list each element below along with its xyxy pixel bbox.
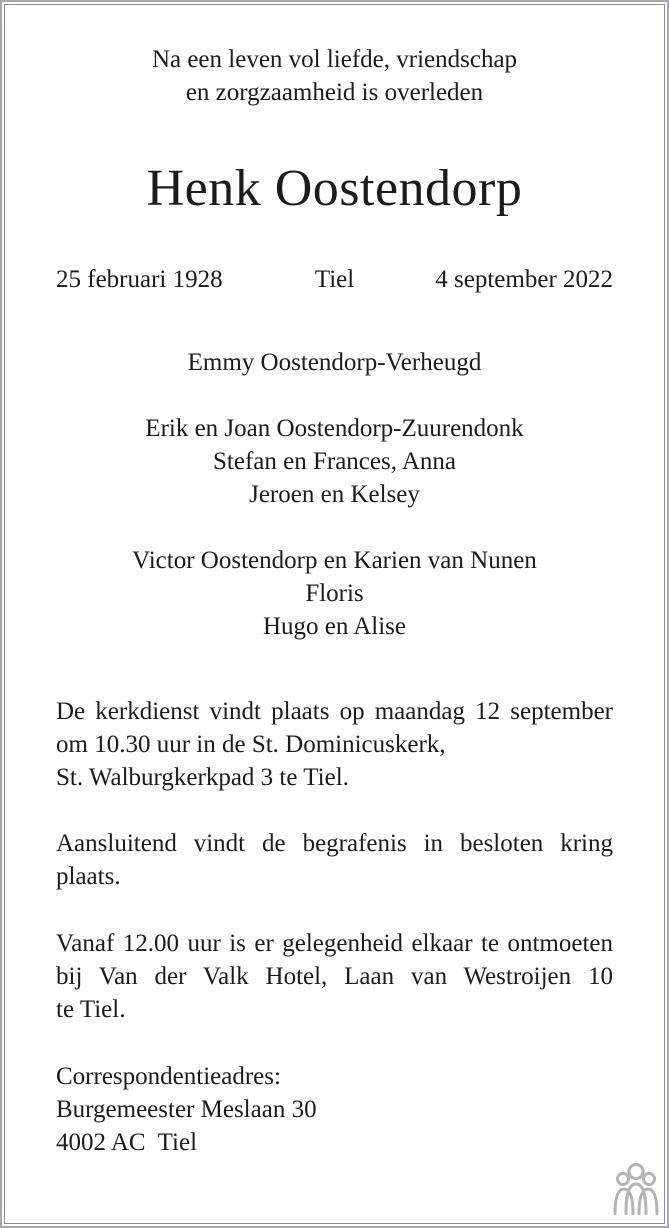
- opening-line-2: en zorgzaamheid is overleden: [185, 79, 484, 106]
- correspondence-postal-city: 4002 AC Tiel: [56, 1129, 198, 1156]
- family-member-line: Jeroen en Kelsey: [249, 481, 420, 508]
- correspondence-address: [56, 1060, 613, 1159]
- people-silhouettes-icon: [612, 1161, 660, 1215]
- obituary-card: [4, 4, 665, 1224]
- service-line: St. Walburgkerkpad 3 te Tiel.: [56, 764, 349, 791]
- reception-line: bij Van der Valk Hotel, Laan van Westroijen 10: [56, 963, 613, 990]
- service-line: De kerkdienst vindt plaats op maandag 12 september: [56, 698, 613, 725]
- service-line: om 10.30 uur in de St. Dominicuskerk,: [56, 731, 446, 758]
- life-dates-row: [56, 263, 613, 296]
- opening-statement: [56, 43, 613, 109]
- deceased-name: Henk Oostendorp: [146, 160, 523, 217]
- correspondence-street: Burgemeester Meslaan 30: [56, 1096, 317, 1123]
- reception-paragraph: [56, 927, 613, 1026]
- opening-line-1: Na een leven vol liefde, vriendschap: [151, 46, 518, 73]
- service-paragraph: [56, 695, 613, 794]
- family-group: [56, 412, 613, 511]
- burial-line: plaats.: [56, 863, 121, 890]
- death-place: Tiel: [314, 266, 355, 293]
- correspondence-label: Correspondentieadres:: [56, 1063, 281, 1090]
- death-date: 4 september 2022: [435, 266, 614, 293]
- reception-line: Vanaf 12.00 uur is er gelegenheid elkaar te ontmoeten: [56, 930, 613, 957]
- family-names: [56, 346, 613, 643]
- family-member-line: Erik en Joan Oostendorp-Zuurendonk: [145, 415, 524, 442]
- family-group: [56, 544, 613, 643]
- family-widow: Emmy Oostendorp-Verheugd: [187, 349, 482, 376]
- burial-paragraph: [56, 827, 613, 893]
- burial-line: Aansluitend vindt de begrafenis in besloten kring: [56, 830, 613, 857]
- family-member-line: Stefan en Frances, Anna: [213, 448, 456, 475]
- birth-date: 25 februari 1928: [56, 266, 223, 293]
- family-member-line: Victor Oostendorp en Karien van Nunen: [132, 547, 537, 574]
- family-member-line: Hugo en Alise: [262, 613, 407, 640]
- family-member-line: Floris: [305, 580, 364, 607]
- reception-line: te Tiel.: [56, 996, 126, 1023]
